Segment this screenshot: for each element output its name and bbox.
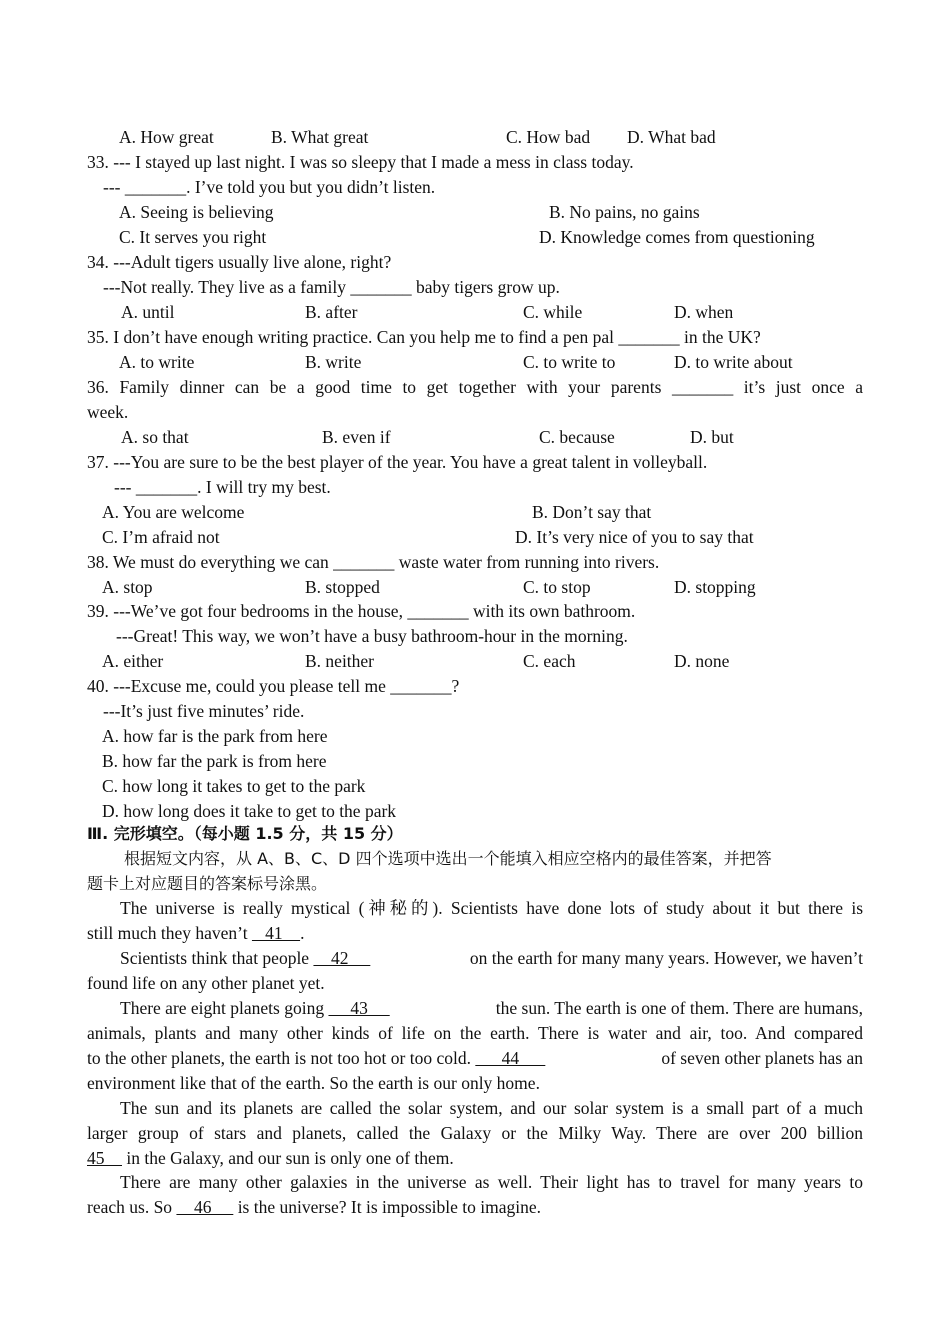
q38-option-b: B. stopped: [305, 577, 380, 597]
q35-option-b: B. write: [305, 352, 362, 372]
q37-reply: --- _______. I will try my best.: [114, 477, 331, 497]
q38-option-a: A. stop: [102, 577, 153, 597]
section-heading: Ⅲ. 完形填空。（每小题 1.5 分，共 15 分）: [87, 824, 403, 843]
q39-reply: ---Great! This way, we won’t have a busy bathroom-hour in the morning.: [116, 626, 628, 646]
q35-option-c: C. to write to: [523, 352, 616, 372]
q32-option-a: A. How great: [119, 127, 214, 147]
q37-option-c: C. I’m afraid not: [102, 527, 220, 547]
section-instruction-line2: 题卡上对应题目的答案标号涂黑。: [87, 874, 328, 893]
q40-reply: ---It’s just five minutes’ ride.: [103, 701, 305, 721]
q37-option-d: D. It’s very nice of you to say that: [515, 527, 754, 547]
passage-p3-line3: to the other planets, the earth is not too hot or too cold. 44 of seven other planets has an: [87, 1046, 863, 1071]
q33-option-a: A. Seeing is believing: [119, 202, 274, 222]
passage-p4-line1: The sun and its planets are called the solar system, and our solar system is a small part of a much: [120, 1098, 863, 1118]
q40-option-c: C. how long it takes to get to the park: [102, 776, 366, 796]
passage-p3-line4: environment like that of the earth. So the earth is our only home.: [87, 1073, 540, 1093]
q38-option-d: D. stopping: [674, 577, 756, 597]
q33-option-d: D. Knowledge comes from questioning: [539, 227, 815, 247]
q32-option-b: B. What great: [271, 127, 369, 147]
blank-41: 41: [251, 923, 301, 943]
q34-stem: 34. ---Adult tigers usually live alone, right?: [87, 252, 392, 272]
q36-option-b: B. even if: [322, 427, 391, 447]
q37-option-a: A. You are welcome: [102, 502, 245, 522]
blank-44: 44: [475, 1048, 546, 1068]
passage-p3-line2: animals, plants and many other kinds of life on the earth. There is water and air, too. And compared: [87, 1023, 863, 1043]
q34-option-d: D. when: [674, 302, 734, 322]
passage-p1-line2: still much they haven’t 41 .: [87, 923, 305, 943]
passage-p5-line1: There are many other galaxies in the universe as well. Their light has to travel for many years to: [120, 1172, 863, 1192]
q34-option-b: B. after: [305, 302, 358, 322]
q40-option-a: A. how far is the park from here: [102, 726, 328, 746]
section-instruction-line1: 根据短文内容，从 A、B、C、D 四个选项中选出一个能填入相应空格内的最佳答案，并把答: [124, 849, 772, 868]
q32-option-d: D. What bad: [627, 127, 716, 147]
q40-option-b: B. how far the park is from here: [102, 751, 327, 771]
q33-reply: --- _______. I’ve told you but you didn’t listen.: [103, 177, 436, 197]
q34-option-c: C. while: [523, 302, 583, 322]
q33-stem: 33. --- I stayed up last night. I was so sleepy that I made a mess in class today.: [87, 152, 634, 172]
q39-option-c: C. each: [523, 651, 576, 671]
q38-stem: 38. We must do everything we can _______ waste water from running into rivers.: [87, 552, 660, 572]
q34-option-a: A. until: [121, 302, 175, 322]
blank-45: 45: [87, 1148, 122, 1168]
passage-p2-line1: Scientists think that people 42 on the earth for many many years. However, we haven’t: [120, 946, 863, 971]
q38-option-c: C. to stop: [523, 577, 591, 597]
q35-option-d: D. to write about: [674, 352, 793, 372]
passage-p4-line2: larger group of stars and planets, called the Galaxy or the Milky Way. There are over 200 billion: [87, 1123, 863, 1143]
q36-option-c: C. because: [539, 427, 615, 447]
q35-option-a: A. to write: [119, 352, 195, 372]
q36-option-d: D. but: [690, 427, 734, 447]
q33-option-c: C. It serves you right: [119, 227, 267, 247]
passage-p5-line2: reach us. So 46 is the universe? It is impossible to imagine.: [87, 1197, 541, 1217]
q35-stem: 35. I don’t have enough writing practice. Can you help me to find a pen pal _______ in the UK?: [87, 327, 761, 347]
q32-option-c: C. How bad: [506, 127, 591, 147]
q39-stem: 39. ---We’ve got four bedrooms in the house, _______ with its own bathroom.: [87, 601, 636, 621]
q33-option-b: B. No pains, no gains: [549, 202, 700, 222]
q36-stem-line1: 36. Family dinner can be a good time to get together with your parents _______ it’s just once a: [87, 377, 863, 397]
q39-option-d: D. none: [674, 651, 730, 671]
q39-option-b: B. neither: [305, 651, 375, 671]
q37-option-b: B. Don’t say that: [532, 502, 652, 522]
blank-42: 42: [313, 948, 371, 968]
q36-stem-line2: week.: [87, 402, 129, 422]
q39-option-a: A. either: [102, 651, 164, 671]
blank-46: 46: [176, 1197, 234, 1217]
passage-p3-line1: There are eight planets going 43 the sun. The earth is one of them. There are humans,: [120, 996, 863, 1021]
q37-stem: 37. ---You are sure to be the best player of the year. You have a great talent in volleyball.: [87, 452, 708, 472]
blank-43: 43: [328, 998, 390, 1018]
q34-reply: ---Not really. They live as a family _______ baby tigers grow up.: [103, 277, 560, 297]
passage-p2-line2: found life on any other planet yet.: [87, 973, 325, 993]
passage-p4-line3: 45 in the Galaxy, and our sun is only one of them.: [87, 1148, 454, 1168]
passage-p1-line1: The universe is really mystical (神秘的). Scientists have done lots of study about it but there is: [120, 898, 863, 918]
q40-option-d: D. how long does it take to get to the park: [102, 801, 397, 821]
q40-stem: 40. ---Excuse me, could you please tell me _______?: [87, 676, 460, 696]
q36-option-a: A. so that: [121, 427, 189, 447]
